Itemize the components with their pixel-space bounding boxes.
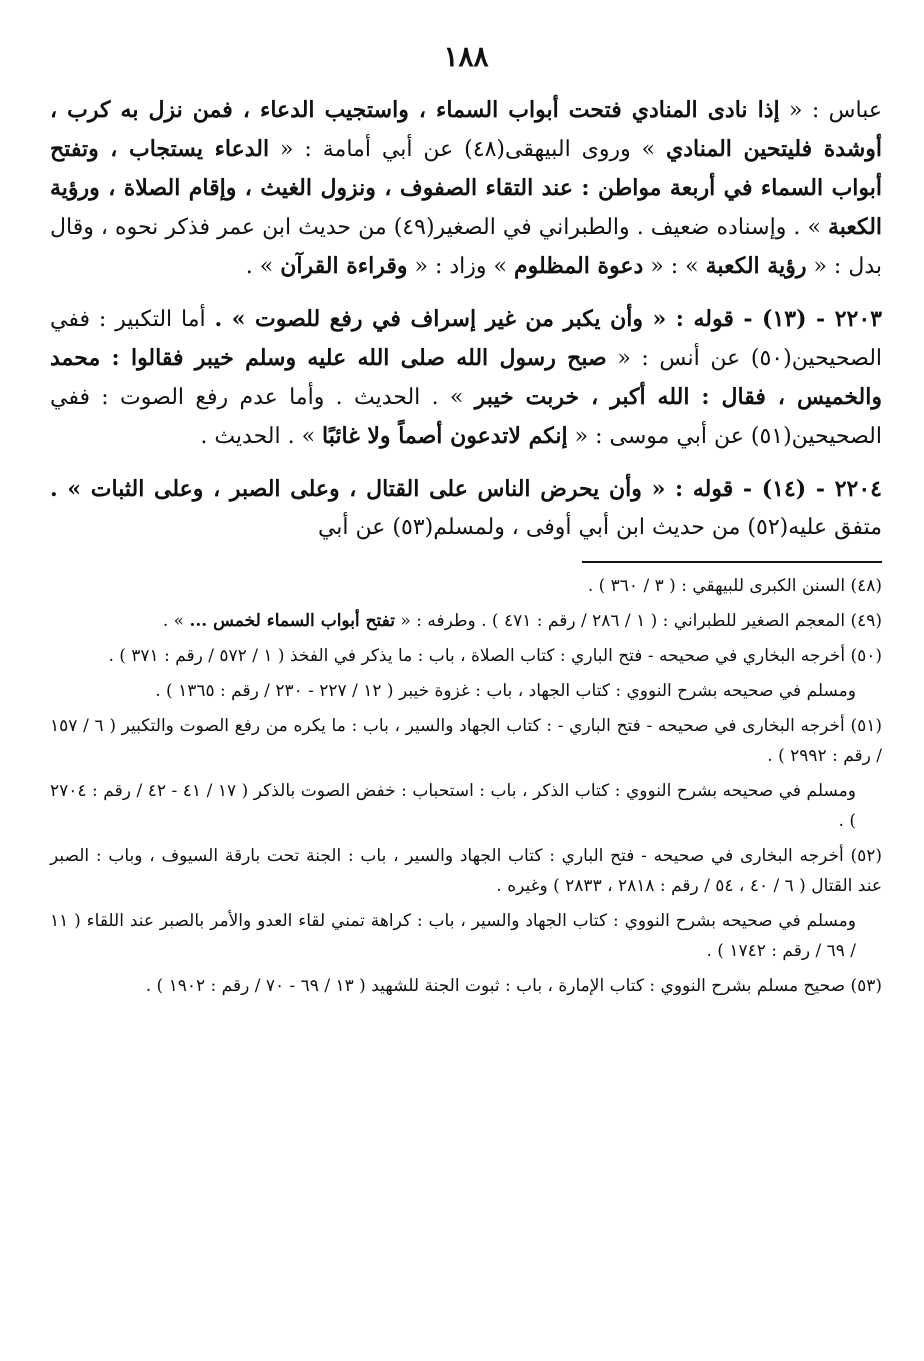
- text: عن أبي موسى : «: [567, 424, 751, 449]
- text: عن أبي: [317, 515, 393, 540]
- text: » . الحديث .: [200, 424, 323, 449]
- hadith-text: إذا نادى المنادي فتحت أبواب السماء ، واستجيب الدعاء ، فمن نزل به كرب ، أوشدة فليتحين المنادي: [50, 97, 882, 162]
- footnote-52-muslim: ومسلم في صحيحه بشرح النووي : كتاب الجهاد والسير ، باب : كراهة تمني لقاء العدو والأمر بالصبر عند اللقاء ( ١١ / ٦٩ / رقم : ١٧٤٢ ) .: [50, 911, 856, 961]
- footnote-ref-48[interactable]: (٤٨): [464, 137, 505, 162]
- text: عباس : «: [779, 98, 882, 123]
- footnote-hadith-text: تفتح أبواب السماء لخمس ...: [189, 611, 396, 631]
- footnote-separator: [582, 561, 882, 563]
- text: » وروى البيهقى: [504, 137, 667, 162]
- footnote-48: (٤٨) السنن الكبرى للبيهقي : ( ٣ / ٣٦٠ ) .: [587, 576, 882, 596]
- hadith-text: إنكم لاتدعون أصماً ولا غائبًا: [322, 423, 568, 449]
- footnote-ref-49[interactable]: (٤٩): [393, 215, 435, 240]
- footnote-ref-53[interactable]: (٥٣): [392, 515, 434, 540]
- main-text: [50, 91, 882, 547]
- footnote-53: (٥٣) صحيح مسلم بشرح النووي : كتاب الإمارة ، باب : ثبوت الجنة للشهيد ( ١٣ / ٦٩ - ٧٠ / رقم : ١٩٠٢ ) .: [145, 976, 882, 996]
- text: » .: [245, 254, 281, 279]
- text: من حديث ابن أبي أوفى ، ولمسلم: [433, 515, 748, 540]
- footnote-text: (٤٩) المعجم الصغير للطبراني : ( ١ / ٢٨٦ / رقم : ٤٧١ ) . وطرفه : «: [395, 611, 882, 631]
- footnote-51: (٥١) أخرجه البخارى في صحيحه - فتح الباري - : كتاب الجهاد والسير ، باب : ما يكره من رفع الصوت والتكبير ( ٦ / ١٥٧ / رقم : ٢٩٩٢ ) .: [50, 716, 882, 766]
- footnotes: [50, 571, 882, 1001]
- hadith-text: دعوة المظلوم: [514, 253, 644, 279]
- footnote-ref-52[interactable]: (٥٢): [747, 515, 789, 540]
- footnote-ref-51[interactable]: (٥١): [750, 424, 792, 449]
- paragraph-1: [50, 91, 882, 286]
- footnote-50-muslim: ومسلم في صحيحه بشرح النووي : كتاب الجهاد ، باب : غزوة خيبر ( ١٢ / ٢٢٧ - ٢٣٠ / رقم : ١٣٦٥ ) .: [155, 681, 856, 701]
- text: » . وإسناده ضعيف . والطبراني في الصغير: [434, 215, 828, 240]
- hadith-text: الدعاء يستجاب ، وتفتح أبواب السماء في أربعة مواطن : عند التقاء الصفوف ، ونزول الغيث ، وإقام الصلاة ، ورؤية الكعبة: [50, 136, 883, 240]
- hadith-text: رؤية الكعبة: [705, 253, 807, 279]
- text: أما التكبير : ففي الصحيحين: [50, 307, 883, 371]
- footnote-49: [50, 606, 882, 636]
- text: عن أبي أمامة : «: [269, 137, 465, 162]
- text: متفق عليه: [788, 515, 882, 540]
- text: » : «: [643, 254, 706, 279]
- hadith-text: وقراءة القرآن: [280, 253, 408, 279]
- section-heading-2203: ٢٢٠٣ - (١٣) - قوله : « وأن يكبر من غير إسراف في رفع للصوت » .: [214, 306, 882, 332]
- footnote-text: » .: [162, 611, 190, 631]
- section-heading-2204: ٢٢٠٤ - (١٤) - قوله : « وأن يحرض الناس على القتال ، وعلى الصبر ، وعلى الثبات » .: [50, 476, 882, 502]
- hadith-text: صبح رسول الله صلى الله عليه وسلم خيبر فقالوا : محمد والخميس ، فقال : الله أكبر ، خربت خيبر: [50, 345, 882, 410]
- text: عن أنس : «: [606, 346, 751, 371]
- paragraph-2204: [50, 470, 882, 547]
- paragraph-2203: [50, 300, 882, 456]
- footnote-ref-50[interactable]: (٥٠): [750, 346, 792, 371]
- footnote-50: (٥٠) أخرجه البخاري في صحيحه - فتح الباري : كتاب الصلاة ، باب : ما يذكر في الفخذ ( ١ / ٥٧٢ / رقم : ٣٧١ ) .: [108, 646, 882, 666]
- footnote-52: (٥٢) أخرجه البخارى في صحيحه - فتح الباري : كتاب الجهاد والسير ، باب : الجنة تحت بارقة السيوف ، وباب : الصبر عند القتال ( ٦ / ٤٠ ، ٥٤ / رقم : ٢٨١٨ ، ٢٨٣٣ ) وغيره .: [50, 846, 882, 896]
- page-number: ١٨٨: [443, 40, 489, 73]
- text: من حديث ابن عمر فذكر نحوه ، وقال بدل : «: [50, 215, 882, 279]
- text: » . الحديث . وأما عدم رفع الصوت : ففي الصحيحين: [50, 385, 882, 449]
- text: » وزاد : «: [407, 254, 514, 279]
- footnote-51-muslim: ومسلم في صحيحه بشرح النووي : كتاب الذكر ، باب : استحباب : خفض الصوت بالذكر ( ١٧ / ٤١ - ٤٢ / رقم : ٢٧٠٤ ) .: [50, 781, 856, 831]
